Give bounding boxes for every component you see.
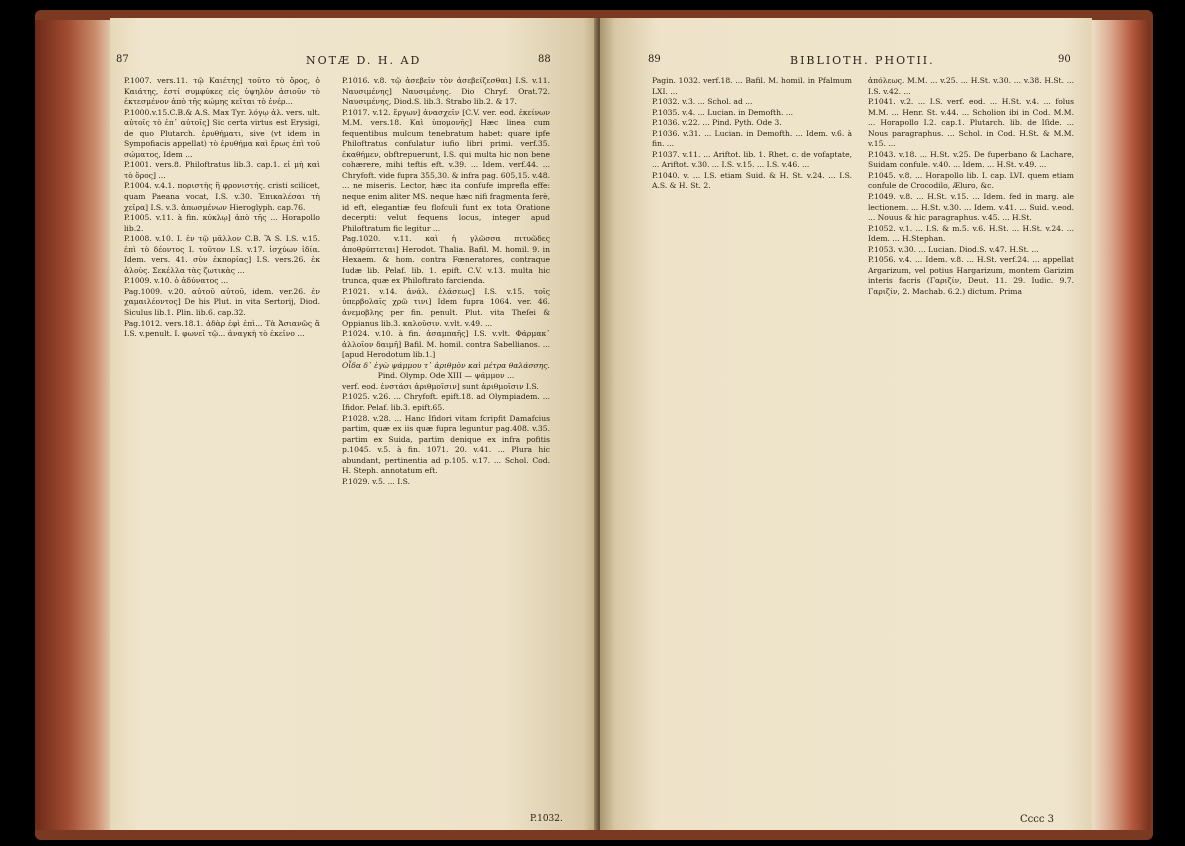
paragraph: verf. eod. ἐνστάσι ἀριθμοῖσιν] sunt ἀριθμοῖσιν I.S. bbox=[342, 381, 539, 391]
paragraph: P.1049. v.8. ... H.St. v.15. ... Idem. fed in marg. ale lectionem. ... H.St. v.30. ... Idem. v.41. ... Suid. v.eod. ... Nouus & hic paragraphus. v.45. ... H.St. bbox=[868, 192, 1074, 223]
paragraph: P.1036. v.22. ... Pind. Pyth. Ode 3. bbox=[652, 118, 782, 128]
paragraph: P.1016. v.8. τῷ ἀσεβεῖν τὸν ἀσεβείζεσθαι] I.S. v.11. Ναυσιμένης] Ναυσιμένης. Dio Chryf. Orat.72. Ναυσιμένης, Diod.S. lib.3. Strabo lib.2. & 17. bbox=[342, 76, 550, 107]
right-page bbox=[600, 18, 1092, 830]
right-column-number: 90 bbox=[1058, 54, 1071, 65]
paragraph: Pag.1009. v.20. αὐτοῦ αὐτοῦ, idem. ver.26. ἐν χαμαιλέοντος] De his Plut. in vita Sertorij, Diod. Siculus lib.1. Plin. lib.6. cap.32. bbox=[124, 286, 320, 318]
paragraph: Pagin. 1032. verf.18. ... Bafil. M. homil. in Pfalmum LXI. ... bbox=[652, 76, 852, 96]
right-page-column-2 bbox=[868, 76, 1074, 814]
paragraph: P.1043. v.18. ... H.St. v.25. De fuperbano & Lachare, Suidam confule. v.40. ... Idem. ... H.St. v.49. ... bbox=[868, 149, 1074, 170]
paragraph: P.1017. v.12. ἔργων] ἀνασχεῖν [C.V. ver. eod. ἐκείνων M.M. vers.18. Καὶ ὑπομονῆς] Hæc linea cum fequentibus mulcum tenebratum habet: quare ipfe Philoftratus confulatur iufio libri primi. verf.35. ἐκαθήμεν, obftrepuerunt, I.S. qui multa hic non bene cohærere, mihi teftis eft. v.39. ... Idem. verf.44. ... Chryfoft. vide fupra 355,30. & infra pag. 605,15. v.48. ... ne miseris. Lector, hæc ita confufe imprefla effe: neque enim aliter MS. neque hæc nifi fragmenta ferè, id eft, elegantiæ feu flofculi funt ex tota Oratione decerpti: velut fequens locus, integer apud Philoftratum fic legitur ... bbox=[342, 107, 550, 233]
paragraph: P.1021. v.14. ἀνάλ. ἐλάσεως] I.S. v.15. τοῖς ὑπερβολαῖς χρῶ τινι] Idem fupra 1064. ver. 46. ἀνεμοβλης per fin. penult. Plut. vita Theſei & Oppianus lib.3. καλοῦσιν. v.vlt. v.49. ... bbox=[342, 286, 550, 328]
quote-line: Οἶδα δ᾽ ἐγὼ ψάμμου τ᾽ ἀριθμὸν καὶ μέτρα θαλάσσης. bbox=[342, 360, 550, 370]
left-page bbox=[110, 18, 598, 830]
paragraph: P.1037. v.11. ... Ariftot. lib. 1. Rhet. c. de vofaptate, ... Ariftot. v.30. ... I.S. v.15. ... I.S. v.46. ... bbox=[652, 149, 852, 170]
paragraph: P.1007. vers.11. τῷ Καιέτης] τοῦτο τὸ ὄρος, ὁ Καιάτης, ἐστί συμφύκες εἰς ὑψηλὸν ἀσιοῦν τὸ ἐκτεσμένον ἀπὸ τῆς κώμης κεῖται τὸ ἐνέρ... bbox=[124, 76, 320, 107]
catchword: P.1032. bbox=[530, 814, 563, 824]
paragraph: P.1052. v.1. ... I.S. & m.5. v.6. H.St. ... H.St. v.24. ... Idem. ... H.Stephan. bbox=[868, 223, 1074, 244]
left-column-number: 88 bbox=[538, 54, 551, 65]
paragraph: P.1009. v.10. ὁ ἀδύνατος ... bbox=[124, 276, 229, 286]
paragraph: P.1004. v.4.1. ποριστὴς ἢ φρονιστής. cristi scilicet, quam Paeana vocat, I.S. v.30. Ἐπικαλέσαι τὴ χεῖρα] I.S. v.3. ἀπωσμένων Hieroglyph. cap.76. bbox=[124, 181, 320, 212]
right-running-head: BIBLIOTH. PHOTII. bbox=[790, 54, 935, 67]
paragraph: P.1025. v.26. ... Chryfoft. epift.18. ad Olympiadem. ... Ifidor. Pelaf. lib.3. epift.65. bbox=[342, 392, 550, 412]
left-page-column-1 bbox=[124, 76, 320, 814]
left-page-number: 87 bbox=[116, 54, 129, 65]
paragraph: P.1005. v.11. à fin. κύκλῳ] ἀπὸ τῆς ... Horapollo lib.2. bbox=[124, 213, 320, 233]
paragraph: P.1032. v.3. ... Schol. ad ... bbox=[652, 97, 753, 107]
left-running-head: NOTÆ D. H. AD bbox=[306, 54, 422, 67]
paragraph: P.1000.v.15.C.B.& A.S. Max Tyr. λόγῳ ἀλ. vers. ult. αὐτοῖς τὸ ἐπ᾽ αὐτοῖς] Sic certa virtus est Erysigi, de quo Plutarch. ἐρυθήματι, sive (vt idem in Sympofiacis appellat) τὸ ἐρυθήμα καὶ ἔρως ἐπὶ τοῦ σώματος, Idem ... bbox=[124, 107, 320, 159]
book-edge-left bbox=[35, 20, 115, 830]
paragraph: P.1001. vers.8. Philoftratus lib.3. cap.1. εἰ μὴ καὶ τὸ ὅρος] ... bbox=[124, 160, 320, 180]
paragraph: P.1028. v.28. ... Hanc Ifidori vitam fcripfit Damafcius partim, quæ ex iis quæ fupra leguntur pag.408. v.35. partim ex Suida, partim denique ex infra pofitis p.1045. v.5. à fin. 1071. 20. v.41. ... Plura hic abundant, pertinentia ad p.105. v.17. ... Schol. Cod. H. Steph. annotatum eft. bbox=[342, 413, 550, 476]
paragraph: P.1035. v.4. ... Lucian. in Demofth. ... bbox=[652, 107, 794, 117]
paragraph: P.1008. v.10. I. ἐν τῷ μᾶλλον C.B. Ἂ S. I.S. v.15. ἐπὶ τὸ δέοντος I. τοῦτον I.S. v.17. ἰσχύων ἰδία. Idem. vers. 41. σὺν ἐκπορίας] I.S. vers.26. ἐκ ἀλοὺς. Σεκέλλα τὰς ζωτικὰς ... bbox=[124, 234, 320, 275]
paragraph: P.1029. v.5. ... I.S. bbox=[342, 476, 411, 486]
paragraph: Pag.1020. v.11. καὶ ἡ γλῶσσα πιτυῶδες ἀποθρύπτεται] Herodot. Thalia. Bafil. M. homil. 9. in Hexaem. & hom. contra Fœneratores, contraque Iudæ lib. Pelaf. lib. 1. epift. C.V. v.13. multa hic trunca, quæ ex Philoftrato farcienda. bbox=[342, 234, 550, 286]
paragraph: P.1056. v.4. ... Idem. v.8. ... H.St. verf.24. ... appellat Argarizum, vel potius Hargarizum, montem Garizim interis facris (Γαριζίν, Deut. 11. 29. Iudic. 9.7. Γαριζίν, 2. Machab. 6.2.) dictum. Prima bbox=[868, 255, 1074, 296]
paragraph: P.1024. v.10. à fin. ἀσαμπαῆς] I.S. v.vlt. Φάρμακ᾽ ἀλλοῖον δαιμῆ] Bafil. M. homil. contra Sabellianos. ... [apud Herodotum lib.1.] bbox=[342, 329, 550, 360]
paragraph: P.1040. v. ... I.S. etiam Suid. & H. St. v.24. ... I.S. A.S. & H. St. 2. bbox=[652, 170, 852, 191]
right-page-column-1 bbox=[652, 76, 852, 814]
paragraph: P.1041. v.2. ... I.S. verf. eod. ... H.St. v.4. ... folus M.M. ... Henr. St. v.44. ... Scholion ibi in Cod. M.M. ... Horapollo I.2. cap.1. Plutarch. lib. de Iſide. ... Nous paragraphus. ... Schol. in Cod. H.St. & M.M. v.15. ... bbox=[868, 97, 1074, 149]
left-page-column-2 bbox=[342, 76, 550, 814]
paragraph: P.1036. v.31. ... Lucian. in Demofth. ... Idem. v.6. à fin. ... bbox=[652, 128, 852, 149]
paragraph: Pind. Olymp. Ode XIII — ψάμμον ... bbox=[377, 371, 515, 381]
paragraph: P.1053. v.30. ... Lucian. Diod.S. v.47. H.St. ... bbox=[868, 244, 1039, 254]
right-page-number: 89 bbox=[648, 54, 661, 65]
paragraph: Pag.1012. vers.18.1. ἀδὰρ ἐφὶ ἐπὶ... Τὰ Ἀσιανῶς ἃ I.S. v.penult. I. φωνεῖ τῷ... ἀναγκὴ τὸ ἐκεῖνο ... bbox=[124, 318, 320, 339]
paragraph: ἀπόλεως. M.M. ... v.25. ... H.St. v.30. ... v.38. H.St. ... I.S. v.42. ... bbox=[868, 76, 1074, 96]
paragraph: P.1045. v.8. ... Horapollo lib. I. cap. LVI. quem etiam confule de Crocodilo, Æluro, &c. bbox=[868, 170, 1074, 191]
book-edge-right bbox=[1090, 20, 1150, 830]
signature-mark: Cccc 3 bbox=[1020, 814, 1054, 825]
